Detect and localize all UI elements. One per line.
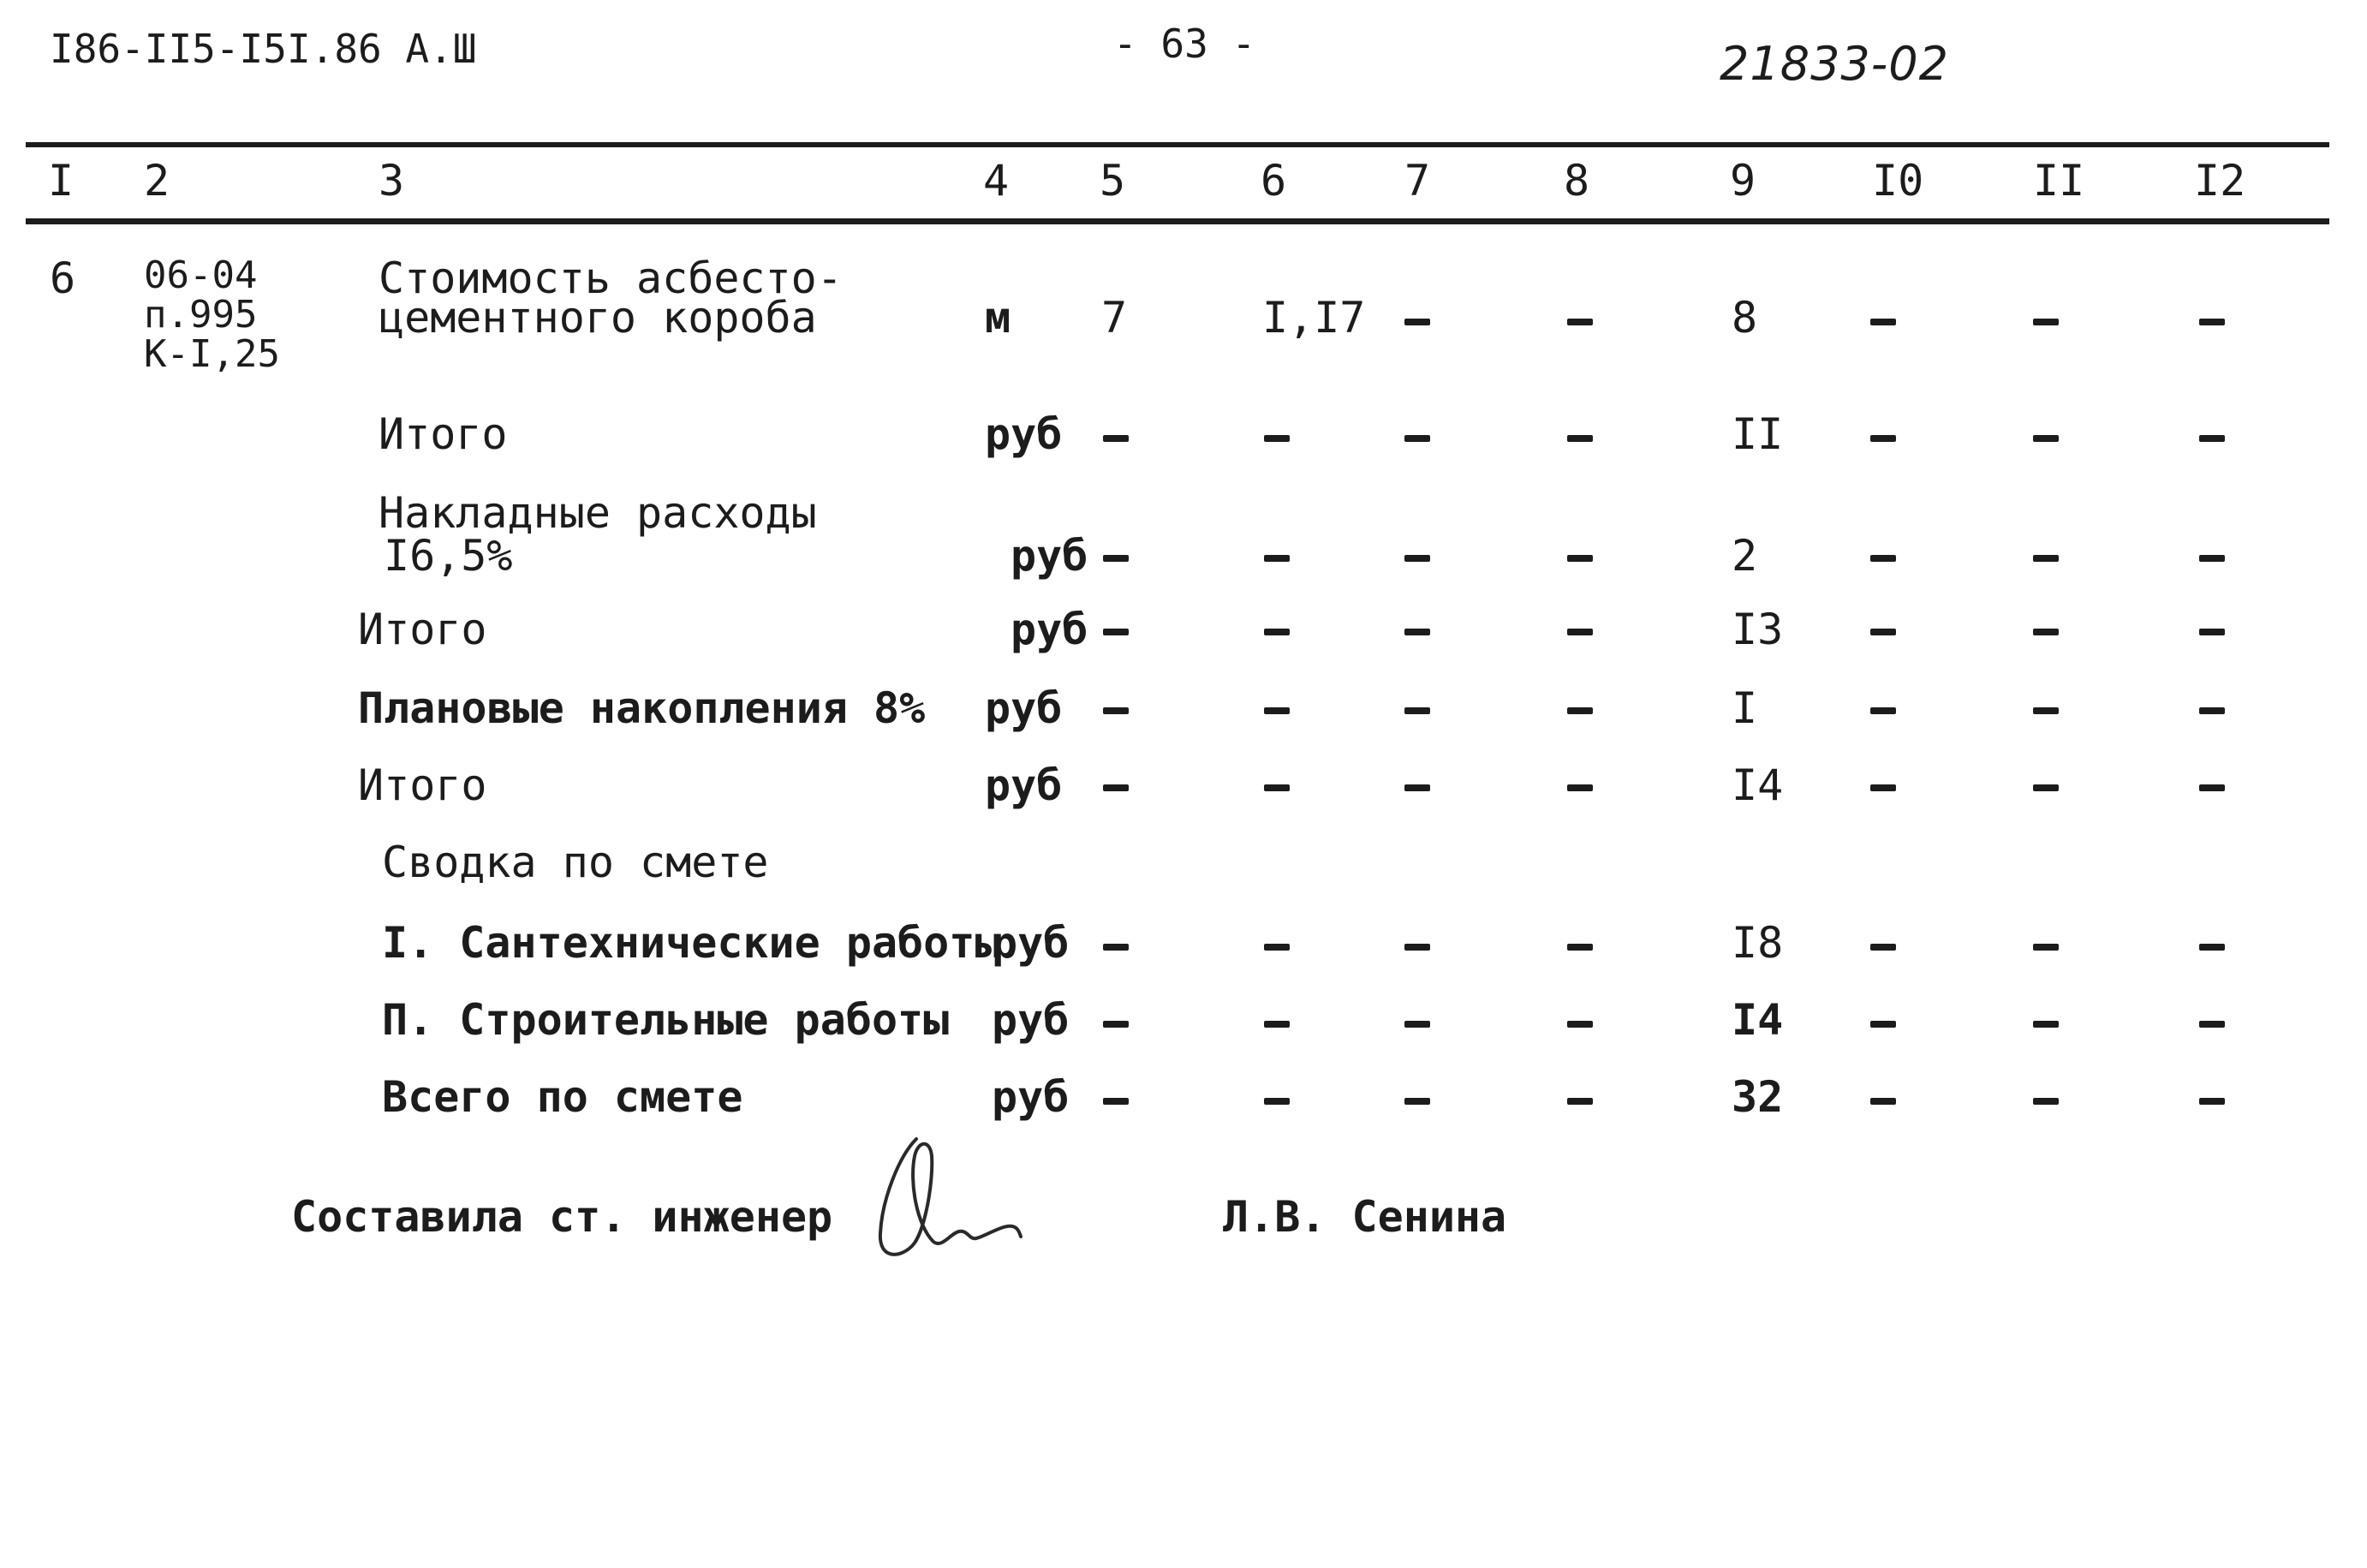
cell-col12 <box>2199 707 2225 714</box>
cell-col9: 2 <box>1732 531 1758 581</box>
cell-col10 <box>1870 784 1896 791</box>
cell-col12 <box>2199 784 2225 791</box>
cell-col11 <box>2033 784 2059 791</box>
column-header: 8 <box>1564 156 1590 206</box>
rate-code: 06-04 <box>144 253 258 297</box>
cell-col7 <box>1404 1021 1430 1028</box>
cell-col5 <box>1103 944 1129 951</box>
column-header: 2 <box>144 156 170 206</box>
row-description: Накладные расходы <box>379 488 817 538</box>
cell-col8 <box>1567 944 1593 951</box>
column-header: I0 <box>1872 156 1924 206</box>
signature-icon <box>865 1130 1036 1267</box>
cell-col11 <box>2033 555 2059 562</box>
cell-col6: I,I7 <box>1262 293 1366 343</box>
row-description: Плановые накопления 8% <box>358 683 926 733</box>
cell-col7 <box>1404 555 1430 562</box>
cell-col12 <box>2199 319 2225 325</box>
cell-col10 <box>1870 1098 1896 1105</box>
cell-col10 <box>1870 944 1896 951</box>
cell-col7 <box>1404 319 1430 325</box>
row-unit: руб <box>1011 531 1088 581</box>
cell-col11 <box>2033 1021 2059 1028</box>
cell-col12 <box>2199 944 2225 951</box>
cell-col8 <box>1567 629 1593 635</box>
header-rule-bottom <box>26 218 2329 224</box>
cell-col9: 8 <box>1732 293 1758 343</box>
page-number: - 63 - <box>1113 21 1256 67</box>
row-description: Итого <box>358 760 487 810</box>
cell-col12 <box>2199 435 2225 442</box>
row-description: П. Строительные работы <box>382 995 950 1045</box>
cell-col6 <box>1264 1021 1290 1028</box>
cell-col11 <box>2033 319 2059 325</box>
cell-col11 <box>2033 707 2059 714</box>
cell-col6 <box>1264 435 1290 442</box>
cell-col12 <box>2199 1098 2225 1105</box>
cell-col10 <box>1870 1021 1896 1028</box>
cell-col9: II <box>1732 409 1784 459</box>
row-description: I6,5% <box>384 531 513 581</box>
cell-col5 <box>1103 555 1129 562</box>
cell-col11 <box>2033 944 2059 951</box>
compiled-by-label: Составила ст. инженер <box>291 1192 833 1242</box>
cell-col6 <box>1264 629 1290 635</box>
cell-col7 <box>1404 435 1430 442</box>
cell-col7 <box>1404 707 1430 714</box>
header-rule-top <box>26 142 2329 147</box>
row-unit: руб <box>1011 605 1088 654</box>
cell-col9: I <box>1732 683 1758 733</box>
cell-col6 <box>1264 784 1290 791</box>
row-unit: руб <box>992 918 1070 968</box>
cell-col7 <box>1404 629 1430 635</box>
cell-col12 <box>2199 1021 2225 1028</box>
row-description: Итого <box>358 605 487 654</box>
column-header: 9 <box>1730 156 1756 206</box>
column-header: 3 <box>379 156 405 206</box>
row-unit: руб <box>992 995 1070 1045</box>
signer-name: Л.В. Сенина <box>1223 1192 1507 1242</box>
column-header: 6 <box>1261 156 1287 206</box>
cell-col11 <box>2033 629 2059 635</box>
row-description: I. Сантехнические работы <box>382 918 1001 968</box>
cell-col10 <box>1870 555 1896 562</box>
row-description: цементного короба <box>379 293 817 343</box>
row-description: Стоимость асбесто- <box>379 253 843 303</box>
cell-col10 <box>1870 707 1896 714</box>
archive-number: 21833-02 <box>1720 37 1949 91</box>
column-header: I2 <box>2194 156 2246 206</box>
document-code: I86-II5-I5I.86 А.Ш <box>50 26 477 72</box>
cell-col7 <box>1404 944 1430 951</box>
section-heading: Сводка по смете <box>382 838 769 887</box>
cell-col8 <box>1567 707 1593 714</box>
cell-col8 <box>1567 555 1593 562</box>
row-unit: м <box>985 293 1011 343</box>
row-unit: руб <box>985 760 1063 810</box>
cell-col5 <box>1103 1021 1129 1028</box>
cell-col10 <box>1870 629 1896 635</box>
cell-col5 <box>1103 1098 1129 1105</box>
row-description: Всего по смете <box>382 1072 743 1122</box>
cell-col11 <box>2033 435 2059 442</box>
cell-col8 <box>1567 1021 1593 1028</box>
rate-coefficient: К-I,25 <box>144 332 280 376</box>
cell-col7 <box>1404 1098 1430 1105</box>
row-unit: руб <box>985 683 1063 733</box>
cell-col9: 32 <box>1732 1072 1784 1122</box>
column-header: 5 <box>1100 156 1126 206</box>
cell-col10 <box>1870 319 1896 325</box>
row-unit: руб <box>985 409 1063 459</box>
cell-col12 <box>2199 555 2225 562</box>
row-description: Итого <box>379 409 508 459</box>
cell-col6 <box>1264 944 1290 951</box>
cell-col5 <box>1103 435 1129 442</box>
rate-item: п.995 <box>144 293 258 337</box>
column-header: 4 <box>983 156 1010 206</box>
cell-col10 <box>1870 435 1896 442</box>
cell-col8 <box>1567 435 1593 442</box>
cell-col6 <box>1264 555 1290 562</box>
cell-col7 <box>1404 784 1430 791</box>
cell-col8 <box>1567 1098 1593 1105</box>
cell-col11 <box>2033 1098 2059 1105</box>
cell-col5 <box>1103 784 1129 791</box>
column-header: I <box>48 156 75 206</box>
cell-col6 <box>1264 1098 1290 1105</box>
column-header: 7 <box>1404 156 1431 206</box>
cell-col5 <box>1103 707 1129 714</box>
column-header: II <box>2033 156 2085 206</box>
row-unit: руб <box>992 1072 1070 1122</box>
cell-col6 <box>1264 707 1290 714</box>
cell-col12 <box>2199 629 2225 635</box>
row-number: 6 <box>50 253 76 303</box>
cell-col5: 7 <box>1101 293 1128 343</box>
cell-col9: I4 <box>1732 760 1784 810</box>
cell-col8 <box>1567 319 1593 325</box>
cell-col9: I8 <box>1732 918 1784 968</box>
cell-col9: I3 <box>1732 605 1784 654</box>
cell-col8 <box>1567 784 1593 791</box>
cell-col9: I4 <box>1732 995 1784 1045</box>
cell-col5 <box>1103 629 1129 635</box>
